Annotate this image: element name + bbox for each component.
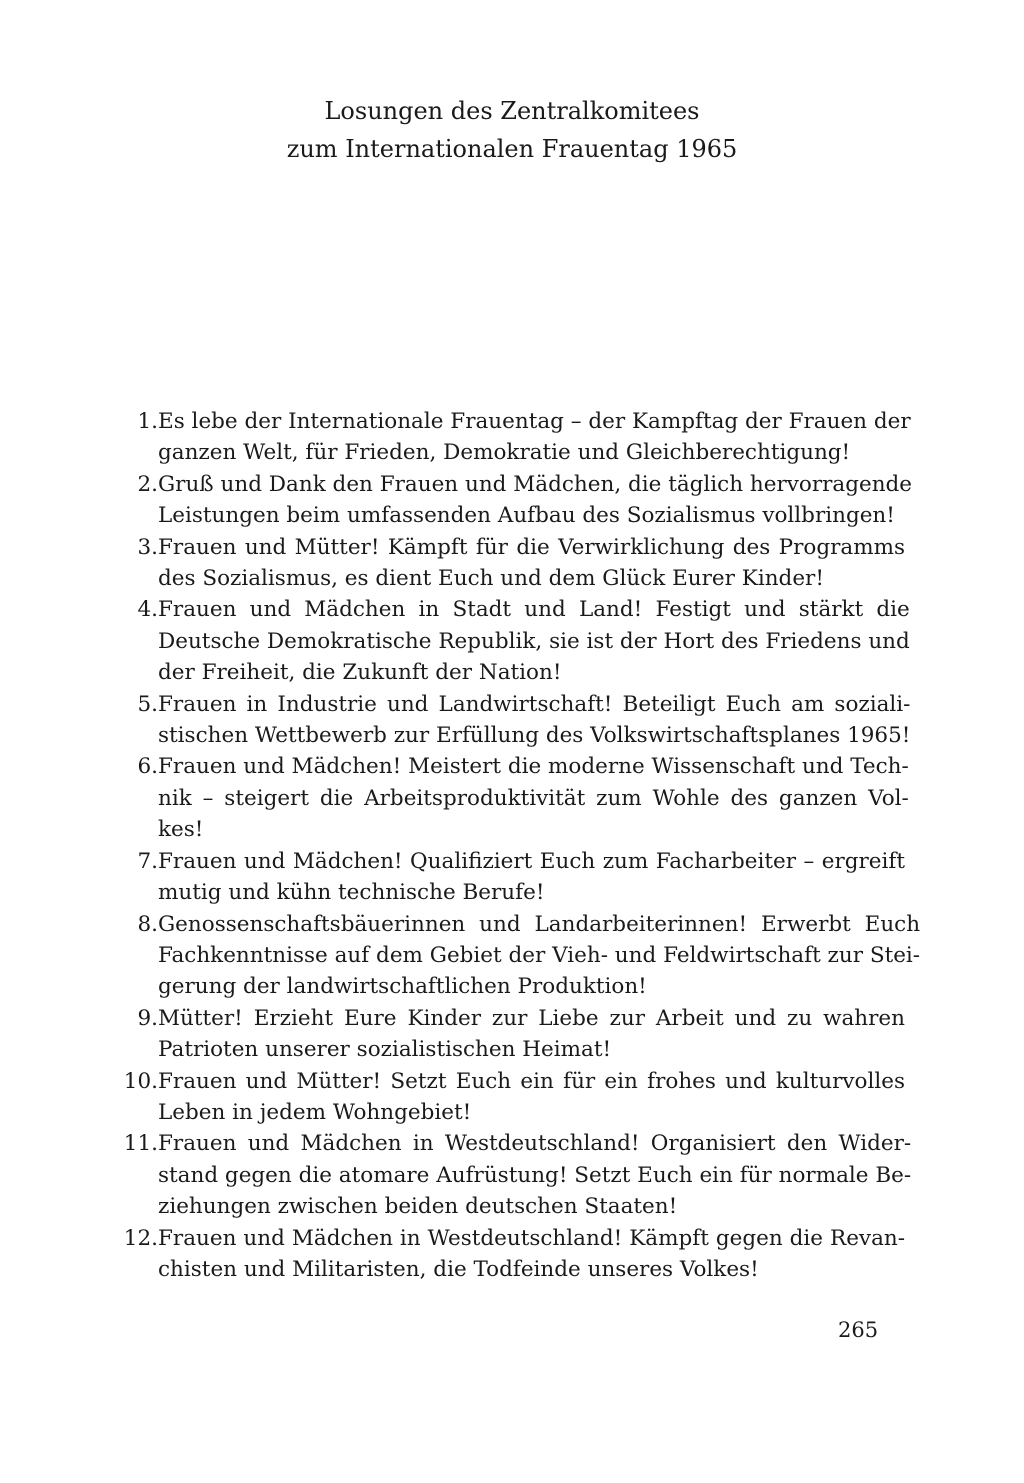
- list-item: [120, 1223, 905, 1286]
- item-number: 8.: [137, 911, 158, 937]
- item-text: Frauen und Mädchen in Westdeutschland! Kämpft gegen die Revan- chisten und Militaristen, die Todfeinde unseres Volkes!: [158, 1225, 905, 1282]
- item-number: 7.: [137, 848, 158, 874]
- item-number: 5.: [137, 691, 158, 717]
- item-text: Genossenschaftsbäuerinnen und Landarbeiterinnen! Erwerbt Euch Fachkenntnisse auf dem Gebiet der Vieh- und Feldwirtschaft zur Stei- gerung der landwirtschaftlichen Produktion!: [158, 911, 921, 1000]
- item-text: Frauen und Mütter! Kämpft für die Verwirklichung des Programms des Sozialismus, es dient Euch und dem Glück Eurer Kinder!: [158, 534, 905, 592]
- item-number: 1.: [137, 409, 158, 434]
- list-item: [120, 469, 913, 532]
- list-item: [120, 909, 921, 1003]
- item-text: Mütter! Erzieht Eure Kinder zur Liebe zur Arbeit und zu wahren Patrioten unserer sozialistischen Heimat!: [158, 1005, 905, 1063]
- item-text: Frauen und Mütter! Setzt Euch ein für ein frohes und kulturvolles Leben in jedem Wohngebiet!: [158, 1068, 905, 1125]
- list-item: [120, 1128, 912, 1222]
- list-item: [120, 751, 909, 845]
- list-item: [120, 406, 911, 469]
- list-item: [120, 846, 905, 909]
- item-number: 9.: [137, 1005, 158, 1031]
- item-number: 2.: [137, 471, 158, 497]
- slogan-list: [120, 406, 921, 1285]
- list-item: [120, 532, 905, 595]
- list-item: [120, 594, 910, 688]
- item-text: Gruß und Dank den Frauen und Mädchen, die täglich hervorragende Leistungen beim umfassenden Aufbau des Sozialismus vollbringen!: [158, 471, 913, 529]
- item-number: 11.: [123, 1131, 158, 1157]
- list-item: [120, 1066, 905, 1129]
- item-number: 3.: [137, 534, 158, 560]
- page-title: [0, 92, 1024, 168]
- item-text: Frauen in Industrie und Landwirtschaft! Beteiligt Euch am soziali- stischen Wettbewerb zur Erfüllung des Volkswirtschaftsplanes 1965!: [158, 691, 911, 749]
- item-text: Frauen und Mädchen in Stadt und Land! Festigt und stärkt die Deutsche Demokratische Republik, sie ist der Hort des Friedens und der Freiheit, die Zukunft der Nation!: [158, 597, 910, 686]
- item-text: Frauen und Mädchen in Westdeutschland! Organisiert den Wider- stand gegen die atomare Aufrüstung! Setzt Euch ein für normale Be- ziehungen zwischen beiden deutschen Staaten!: [158, 1131, 912, 1220]
- title-line-2: zum Internationalen Frauentag 1965: [286, 135, 738, 163]
- list-item: [120, 1003, 905, 1066]
- item-text: Es lebe der Internationale Frauentag – der Kampftag der Frauen der ganzen Welt, für Frieden, Demokratie und Gleichberechtigung!: [158, 409, 911, 466]
- item-text: Frauen und Mädchen! Meistert die moderne Wissenschaft und Tech- nik – steigert die Arbeitsproduktivität zum Wohle des ganzen Vol- kes!: [158, 754, 909, 843]
- item-number: 6.: [137, 754, 158, 780]
- item-text: Frauen und Mädchen! Qualifiziert Euch zum Facharbeiter – ergreift mutig und kühn technische Berufe!: [158, 848, 905, 906]
- item-number: 12.: [123, 1225, 158, 1251]
- item-number: 4.: [137, 597, 158, 623]
- page-number: 265: [838, 1318, 879, 1342]
- list-item: [120, 689, 911, 752]
- item-number: 10.: [123, 1068, 158, 1094]
- title-line-1: Losungen des Zentralkomitees: [324, 97, 700, 125]
